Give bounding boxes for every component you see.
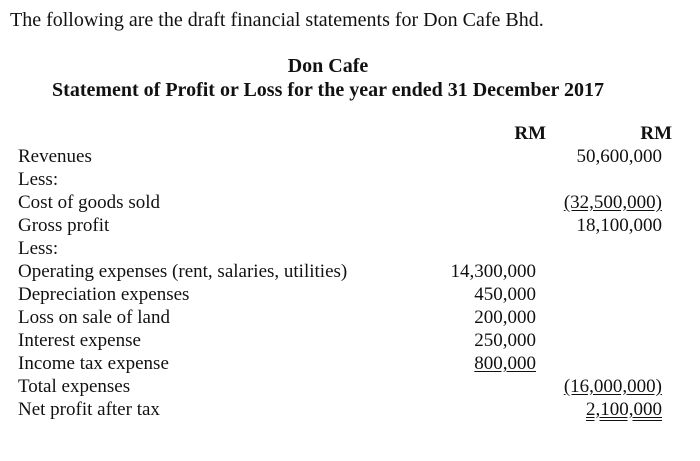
row-value-col2: 2,100,000 [586,399,662,420]
row-total-expenses [18,375,672,398]
row-label: Revenues [18,146,92,167]
row-less [18,168,672,191]
row-label: Net profit after tax [18,399,160,420]
row-label: Income tax expense [18,353,169,374]
intro-text: The following are the draft financial statements for Don Cafe Bhd. [10,9,544,31]
row-label: Loss on sale of land [18,307,170,328]
row-value-col2: 18,100,000 [576,215,662,236]
row-label: Less: [18,238,59,259]
row-value-col2: (32,500,000) [563,192,662,213]
column-header-rm-1: RM [514,123,546,144]
row-label: Gross profit [18,215,110,236]
row-label: Operating expenses (rent, salaries, utilities) [18,261,348,282]
column-header-rm-2: RM [640,123,672,144]
row-label: Cost of goods sold [18,192,160,213]
company-name: Don Cafe [287,55,369,77]
row-gross-profit [18,214,672,237]
row-label: Depreciation expenses [18,284,190,305]
statement-title: Statement of Profit or Loss for the year ended 31 December 2017 [52,79,604,101]
row-value-col1: 14,300,000 [450,261,536,282]
row-net-profit-after-tax [18,398,672,421]
row-cost-of-goods-sold [18,191,672,214]
row-interest-expense [18,329,672,352]
row-label: Less: [18,169,59,190]
row-value-col1: 200,000 [474,307,536,328]
row-value-col2: 50,600,000 [576,146,662,167]
row-loss-on-sale-of-land [18,306,672,329]
row-less [18,237,672,260]
row-label: Interest expense [18,330,141,351]
row-income-tax-expense [18,352,672,375]
row-operating-expenses [18,260,672,283]
row-value-col1: 800,000 [474,353,536,374]
row-label: Total expenses [18,376,131,397]
row-depreciation-expenses [18,283,672,306]
statement-table [18,145,672,421]
row-value-col2: (16,000,000) [563,376,662,397]
row-value-col1: 450,000 [474,284,536,305]
row-revenues [18,145,672,168]
row-value-col1: 250,000 [474,330,536,351]
